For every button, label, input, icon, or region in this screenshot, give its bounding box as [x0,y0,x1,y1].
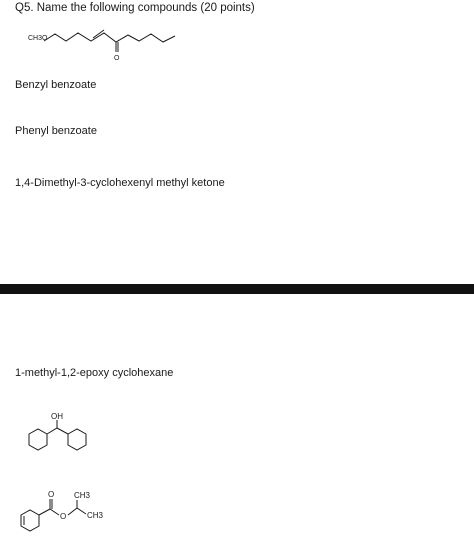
compound-name-3: 1,4-Dimethyl-3-cyclohexenyl methyl ketone [15,177,225,189]
compound-name-1: Benzyl benzoate [15,79,97,91]
methyl-bond-bottom [77,508,86,514]
right-cyclohexane-ring [68,429,86,450]
ester-oxygen-label: O [60,512,67,521]
question-title: Q5. Name the following compounds (20 points) [15,2,255,14]
carbonyl-carbon-bond [39,509,50,515]
left-cyclohexane-ring [29,429,47,450]
ester-carbonyl-oxygen-label: O [48,490,55,499]
bridge-bonds [47,428,68,434]
compound-name-4: 1-methyl-1,2-epoxy cyclohexane [15,367,174,379]
hydroxyl-label: OH [51,412,63,421]
enone-oxygen-label: O [114,55,120,62]
compound-name-2: Phenyl benzoate [15,125,97,137]
methoxy-label: CH3O [28,35,48,42]
enone-structure [0,0,474,80]
section-divider [0,284,474,294]
alcohol-structure [0,400,474,480]
methyl-label-top: CH3 [74,491,91,500]
enone-skeleton [44,33,175,42]
ester-structure [0,486,474,546]
methyl-label-bottom: CH3 [87,511,104,520]
